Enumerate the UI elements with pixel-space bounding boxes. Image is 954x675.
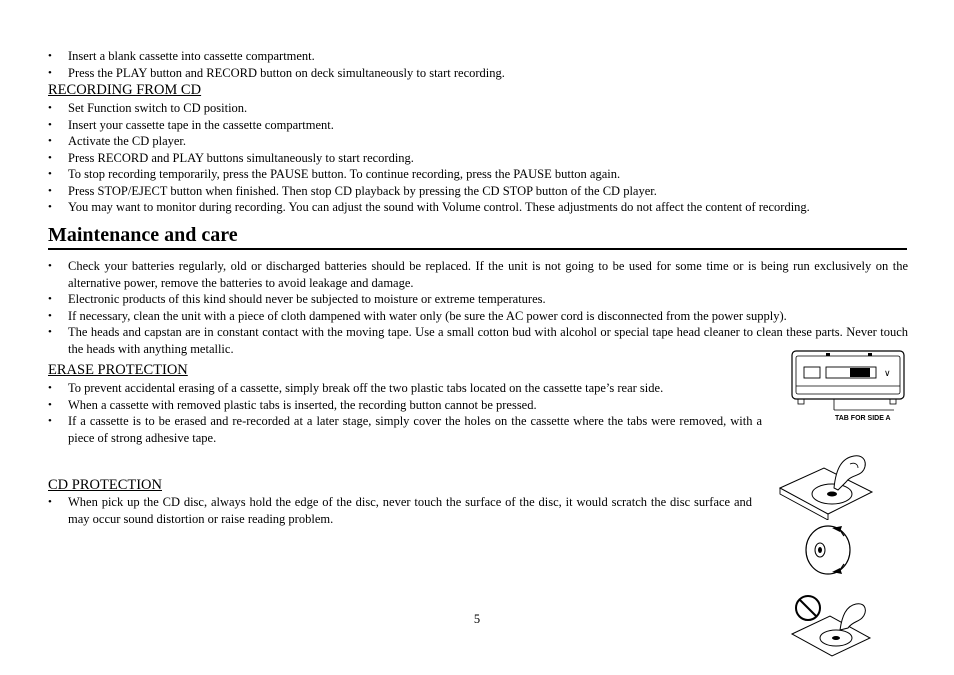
list-item (48, 291, 908, 308)
erase-protection-list (48, 380, 762, 446)
list-item-text: When a cassette with removed plastic tabs is inserted, the recording button cannot be pressed. (68, 397, 537, 412)
bullet: • (48, 184, 52, 197)
list-item (48, 166, 908, 183)
list-item-text: Electronic products of this kind should never be subjected to moisture or extreme temperatures. (68, 292, 546, 306)
list-item (48, 413, 762, 446)
list-item-text: Insert your cassette tape in the cassette compartment. (68, 117, 334, 132)
bullet: • (48, 66, 52, 79)
cd-disc (806, 526, 850, 574)
list-item (48, 308, 908, 325)
list-item-text: If necessary, clean the unit with a piece of cloth dampened with water only (be sure the AC power cord is disconnected from the power supply). (68, 308, 787, 323)
bullet: • (48, 398, 52, 411)
list-item (48, 199, 908, 216)
list-item-text: Press RECORD and PLAY buttons simultaneously to start recording. (68, 150, 414, 165)
list-item-text: When pick up the CD disc, always hold the edge of the disc, never touch the surface of the disc, it would scratch the disc surface and may occur sound distortion or raise reading problem. (68, 495, 752, 526)
bullet: • (48, 260, 52, 272)
list-item-text: Press the PLAY button and RECORD button on deck simultaneously to start recording. (68, 65, 505, 80)
cd-case-hand-illustration (776, 448, 876, 520)
bullet: • (48, 151, 52, 164)
list-item-text: Set Function switch to CD position. (68, 101, 248, 115)
list-item (48, 48, 908, 65)
cassette-tab (798, 399, 804, 404)
bullet: • (48, 118, 52, 131)
cd-protection-list (48, 494, 752, 527)
bullet: • (48, 293, 52, 305)
maintenance-list (48, 258, 908, 357)
cd-hole (832, 636, 840, 640)
list-item (48, 150, 908, 167)
list-item (48, 183, 908, 200)
cassette-tape-strip (850, 368, 870, 377)
bullet: • (48, 382, 52, 394)
tab-label: TAB FOR SIDE A (835, 415, 891, 422)
list-item (48, 258, 908, 291)
bullet: • (48, 135, 52, 147)
maintenance-heading: Maintenance and care (48, 222, 907, 250)
list-item-text: The heads and capstan are in constant contact with the moving tape. Use a small cotton bud with alcohol or special tape head cleaner to clean these parts. Never touch the heads with anything metallic. (68, 325, 908, 356)
bullet: • (48, 309, 52, 322)
page-number: 5 (473, 612, 481, 626)
cassette-tab-hole (890, 399, 896, 404)
list-item-text: You may want to monitor during recording. You can adjust the sound with Volume control. These adjustments do not affect the content of recording. (68, 200, 810, 214)
recording-from-cd-list (48, 100, 908, 216)
list-item (48, 117, 908, 134)
list-item-text: To stop recording temporarily, press the PAUSE button. To continue recording, press the PAUSE button again. (68, 167, 621, 181)
cassette-screw (826, 353, 830, 356)
list-item-text: Check your batteries regularly, old or discharged batteries should be replaced. If the unit is not going to be used for some time or is being run exclusively on the alternative power, remove the batteries to avoid leakage and damage. (68, 259, 908, 290)
list-item (48, 494, 752, 527)
cassette-screw (868, 353, 872, 356)
list-item-text: Insert a blank cassette into cassette compartment. (68, 49, 315, 63)
cassette-tab-illustration (790, 348, 908, 424)
bullet: • (48, 201, 52, 213)
list-item-text: Activate the CD player. (68, 134, 187, 148)
bullet: • (48, 415, 52, 427)
list-item (48, 133, 908, 150)
list-item (48, 100, 908, 117)
list-item-text: To prevent accidental erasing of a cassette, simply break off the two plastic tabs located on the cassette tape’s rear side. (68, 381, 664, 395)
list-item-text: If a cassette is to be erased and re-recorded at a later stage, simply cover the holes on the cassette where the tabs were removed, with a piece of strong adhesive tape. (68, 414, 762, 445)
cd-protection-heading: CD PROTECTION (48, 477, 162, 493)
recording-intro-list (48, 48, 908, 81)
cd-hole (827, 492, 837, 497)
bullet: • (48, 168, 52, 180)
bullet: • (48, 496, 52, 508)
erase-protection-heading: ERASE PROTECTION (48, 362, 188, 378)
bullet: • (48, 50, 52, 62)
list-item (48, 324, 908, 357)
list-item (48, 380, 762, 397)
cd-center (818, 547, 822, 553)
cd-edge-hold-illustration (800, 522, 874, 578)
bullet: • (48, 326, 52, 338)
list-item (48, 397, 762, 414)
list-item (48, 65, 908, 82)
cassette-arrow: ∨ (884, 368, 891, 378)
list-item-text: Press STOP/EJECT button when finished. Then stop CD playback by pressing the CD STOP button of the CD player. (68, 183, 657, 198)
bullet: • (48, 102, 52, 114)
recording-from-cd-heading: RECORDING FROM CD (48, 82, 202, 98)
